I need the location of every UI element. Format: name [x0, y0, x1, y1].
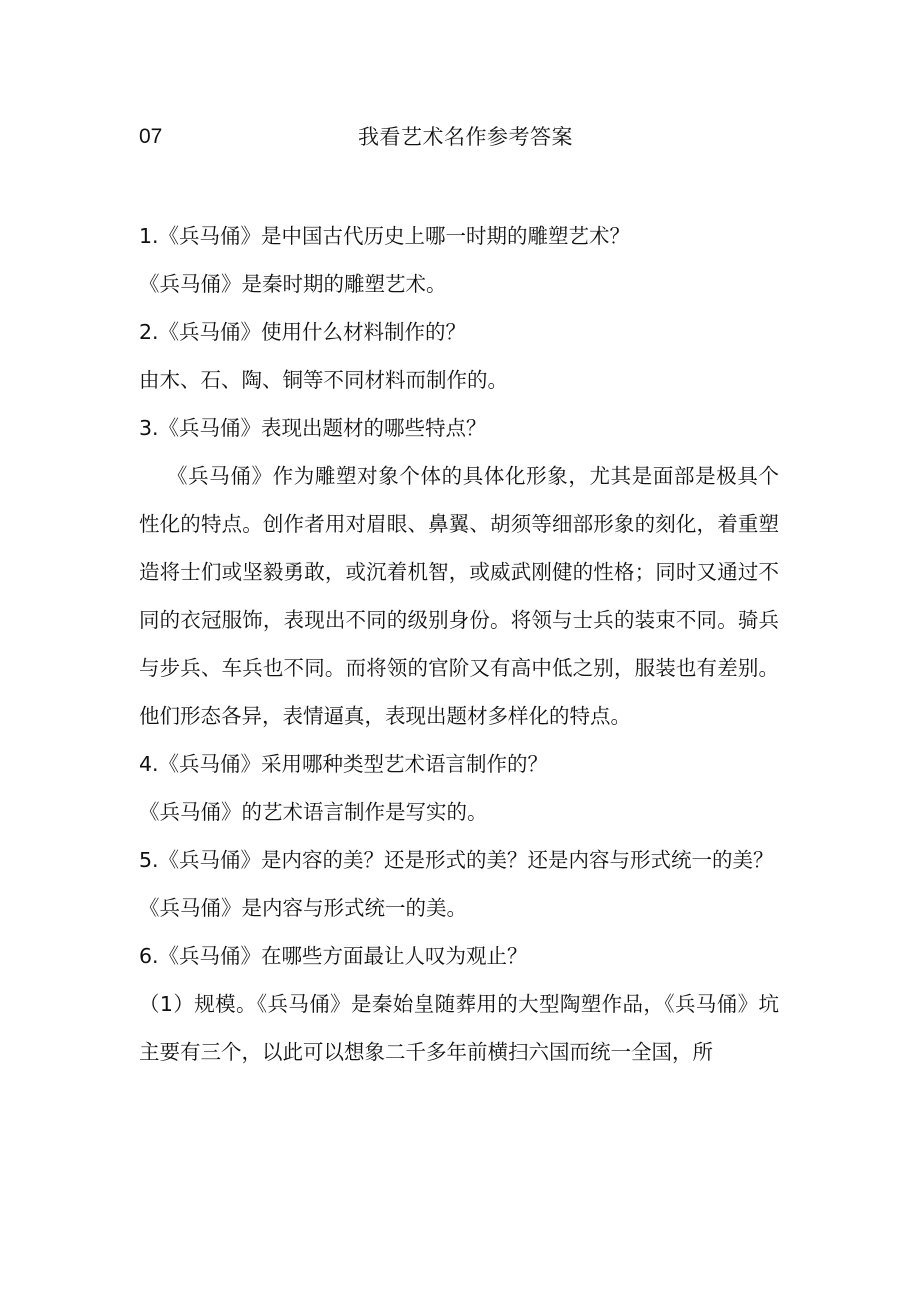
- document-body: [139, 212, 779, 1076]
- question-6: 6.《兵马俑》在哪些方面最让人叹为观止？: [139, 944, 528, 968]
- answer-5: 《兵马俑》是内容与形式统一的美。: [139, 896, 467, 920]
- question-5: 5.《兵马俑》是内容的美？还是形式的美？还是内容与形式统一的美？: [139, 848, 774, 872]
- question-3: 3.《兵马俑》表现出题材的哪些特点？: [139, 416, 487, 440]
- document-header: [139, 119, 779, 155]
- document-title: 我看艺术名作参考答案: [358, 125, 573, 149]
- question-4: 4.《兵马俑》采用哪种类型艺术语言制作的？: [139, 752, 549, 776]
- answer-4: 《兵马俑》的艺术语言制作是写实的。: [139, 800, 488, 824]
- answer-3: 《兵马俑》作为雕塑对象个体的具体化形象，尤其是面部是极具个性化的特点。创作者用对眉眼、鼻翼、胡须等细部形象的刻化，着重塑造将士们或坚毅勇敢，或沉着机智，或威武刚健的性格；同时又通过不同的衣冠服饰，表现出不同的级别身份。将领与士兵的装束不同。骑兵与步兵、车兵也不同。而将领的官阶又有高中低之别，服装也有差别。他们形态各异，表情逼真，表现出题材多样化的特点。: [139, 464, 779, 728]
- question-1: 1.《兵马俑》是中国古代历史上哪一时期的雕塑艺术？: [139, 224, 631, 248]
- document-number: 07: [139, 125, 163, 148]
- answer-6: （1）规模。《兵马俑》是秦始皇随葬用的大型陶塑作品，《兵马俑》坑主要有三个，以此可以想象二千多年前横扫六国而统一全国，所: [139, 992, 779, 1064]
- answer-1: 《兵马俑》是秦时期的雕塑艺术。: [139, 272, 447, 296]
- question-2: 2.《兵马俑》使用什么材料制作的？: [139, 320, 467, 344]
- answer-2: 由木、石、陶、铜等不同材料而制作的。: [139, 368, 508, 392]
